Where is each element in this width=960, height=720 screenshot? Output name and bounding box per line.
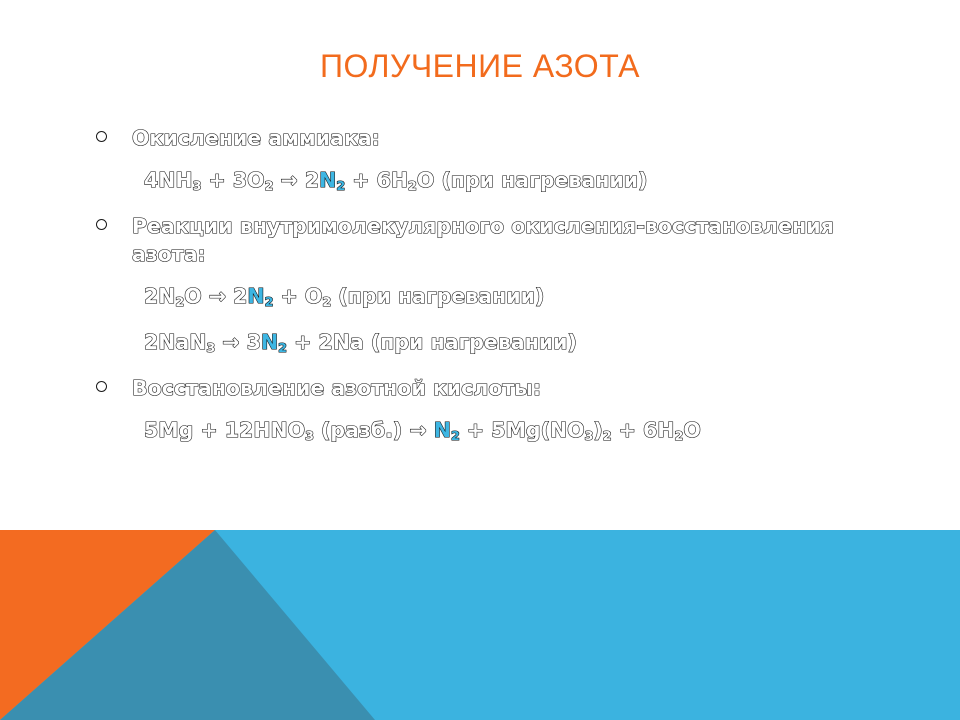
equation-line: $4NH_3 + 3O_2 \to 2N_2 + 6H_2O$ (при нагревании) xyxy=(144,168,648,194)
nitrogen-product: $N_2$ xyxy=(433,418,460,444)
bullet-label: Реакции внутримолекулярного окисления-восстановления азота: xyxy=(132,214,834,266)
bullet-label: Окисление аммиака: xyxy=(132,126,380,150)
bullet-circle-icon xyxy=(96,381,107,392)
slide-title: ПОЛУЧЕНИЕ АЗОТА xyxy=(319,48,641,84)
equation-line: $2NaN_3 \to 3N_2 + 2Na$ (при нагревании) xyxy=(144,330,577,356)
slide-body xyxy=(96,124,856,462)
bullet-circle-icon xyxy=(96,219,107,230)
bullet-circle-icon xyxy=(96,131,107,142)
decorative-footer-band xyxy=(0,530,960,720)
equation-line: $5Mg + 12HNO_3$ (разб.) → $N_2 + 5Mg(NO_3)_2 + 6H_2O$ xyxy=(144,418,701,444)
nitrogen-product: $N_2$ xyxy=(260,330,287,356)
bullet-item xyxy=(96,374,856,402)
bullet-item xyxy=(96,212,856,268)
equation-line: $2N_2O \to 2N_2 + O_2$ (при нагревании) xyxy=(144,284,545,310)
nitrogen-product: $N_2$ xyxy=(319,168,346,194)
bullet-label: Восстановление азотной кислоты: xyxy=(132,376,542,400)
nitrogen-product: $N_2$ xyxy=(247,284,274,310)
bullet-item xyxy=(96,124,856,152)
